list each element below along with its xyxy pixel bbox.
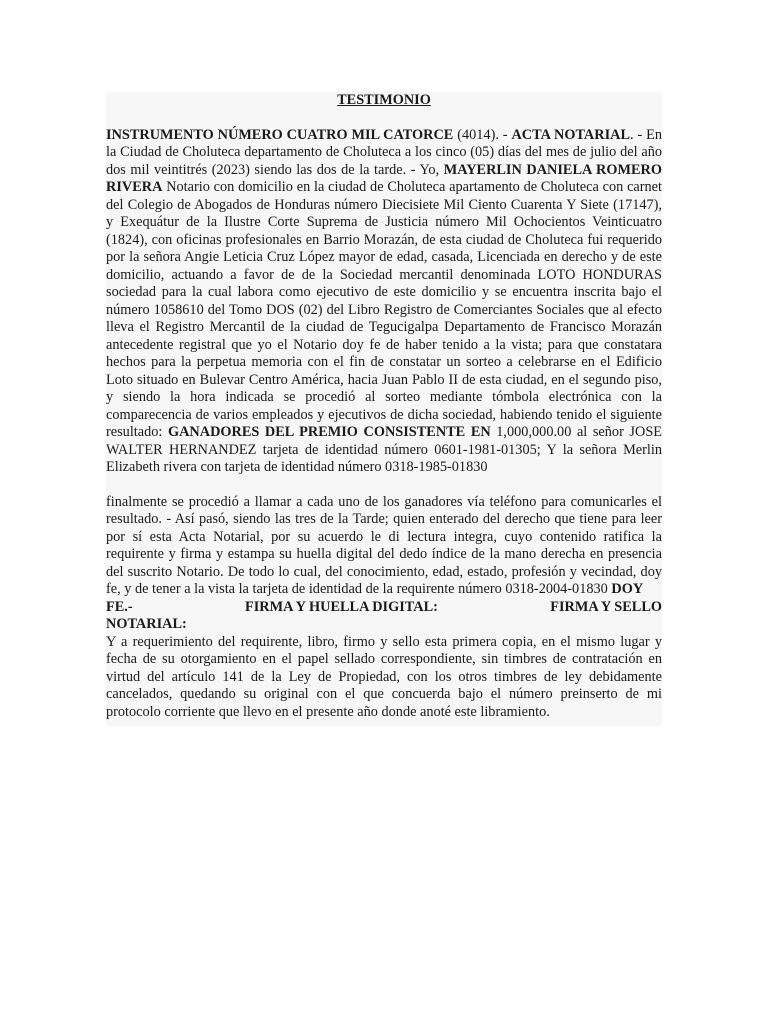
document-title: TESTIMONIO [337, 92, 431, 108]
paragraph-closing [106, 494, 662, 599]
spacer [106, 477, 662, 494]
text-segment: 1,000,000.00 al señor JOSE WALTER HERNANDEZ tarjeta de identidad número 0601-1981-01305; Y la señora Merlin Elizabeth rivera con tarjeta de identidad número 0318-1985-01830 [106, 424, 662, 475]
document-page [106, 92, 662, 726]
notary-name: MAYERLIN DANIELA ROMERO RIVERA [106, 161, 662, 195]
fe-label: FE.- [106, 598, 133, 615]
signature-fingerprint-label: FIRMA Y HUELLA DIGITAL: [244, 598, 438, 615]
acta-notarial-label: ACTA NOTARIAL [511, 126, 630, 143]
paragraph-copy: Y a requerimiento del requirente, libro, firmo y sello esta primera copia, en el mismo lugar y fecha de su otorgamiento en el papel sellado correspondiente, sin timbres de contratación en virtud del artículo 141 de la Ley de Propiedad, con los otros timbres de ley debidamente cancelados, quedando su original con el que concuerda bajo el número preinserto de mi protocolo corriente que llevo en el presente año donde anoté este libramiento. [106, 633, 662, 720]
text-segment: Notario con domicilio en la ciudad de Choluteca apartamento de Choluteca con carnet del Colegio de Abogados de Honduras número Diecisiete Mil Ciento Cuarenta Y Siete (17147), y Exequátur de la Ilustre Corte Suprema de Justicia número Mil Ochocientos Veinticuatro (1824), con oficinas profesionales en Barrio Morazán, de esta ciudad de Choluteca fui requerido por la señora Angie Leticia Cruz López mayor de edad, casada, Licenciada en derecho y de este domicilio, actuando a favor de de la Sociedad mercantil denominada LOTO HONDURAS sociedad para la cual labora como ejecutivo de este domicilio y se encuentra inscrita bajo el número 1058610 del Tomo DOS (02) del Libro Registro de Comerciantes Sociales que al efecto lleva el Registro Mercantil de la ciudad de Tegucigalpa Departamento de Francisco Morazán antecedente registral que yo el Notario doy fe de haber tenido a la vista; para que constatara hechos para la perpetua memoria con el fin de constatar un sorteo a celebrarse en el Edificio Loto situado en Bulevar Centro América, hacia Juan Pablo II de esta ciudad, en el segundo piso, y siendo la hora indicada se procedió al sorteo mediante tómbola electrónica con la comparecencia de varios empleados y ejecutivos de dicha sociedad, habiendo tenido el siguiente resultado: [106, 179, 662, 440]
doy-fe-label: DOY [611, 581, 644, 597]
text-segment: finalmente se procedió a llamar a cada uno de los ganadores vía teléfono para comunicarles el resultado. - Así pasó, siendo las tres de la Tarde; quien enterado del derecho que tiene para leer por sí esta Acta Notarial, por su acuerdo le di lectura integra, cuyo contenido ratifica la requirente y firma y estampa su huella digital del dedo índice de la mano derecha en presencia del suscrito Notario. De todo lo cual, del conocimiento, edad, estado, profesión y vecindad, doy fe, y de tener a la vista la tarjeta de identidad de la requirente número 0318-2004-01830 [106, 493, 662, 597]
paragraph-acta [106, 127, 662, 477]
spacer [106, 110, 662, 127]
signature-line [106, 599, 662, 617]
text-segment: . - En la Ciudad de Choluteca departamento de Choluteca a los cinco (05) días del mes de julio del año dos mil veintitrés (2023) siendo las dos de la tarde. - Yo, [106, 126, 662, 178]
instrument-number: INSTRUMENTO NÚMERO CUATRO MIL CATORCE [106, 126, 454, 143]
signature-seal-label: FIRMA Y SELLO [550, 598, 662, 615]
winners-heading: GANADORES DEL PREMIO CONSISTENTE EN [167, 424, 491, 440]
text-segment: (4014). - [453, 126, 512, 143]
notarial-label: NOTARIAL: [106, 616, 187, 632]
document-text [106, 92, 662, 721]
